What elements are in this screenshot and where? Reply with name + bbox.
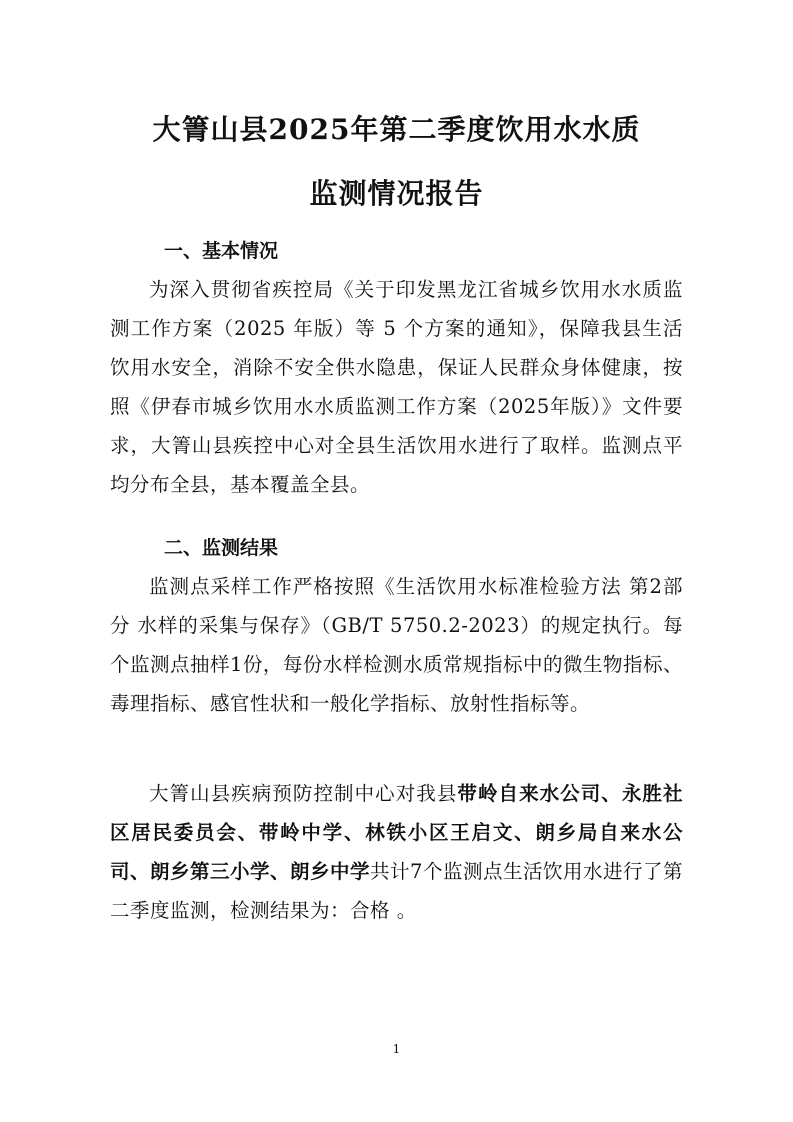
report-title-line-2: 监测情况报告 <box>309 177 484 210</box>
page-number: 1 <box>392 1042 401 1056</box>
section-heading-basic-info: 一、基本情况 <box>164 240 279 262</box>
section-heading-monitoring-results: 二、监测结果 <box>164 537 279 559</box>
report-title-line-1: 大箐山县2025年第二季度饮用水水质 <box>152 113 641 146</box>
result-suffix-text: 共计7个监测点生活饮用水进行了第二季度监测，检测结果为：合格 。 <box>110 860 683 922</box>
monitoring-method-paragraph: 监测点采样工作严格按照《生活饮用水标准检验方法 第2部分 水样的采集与保存》（GB/T 5750.2-2023）的规定执行。每个监测点抽样1份，每份水样检测水质常规指标中的微生物指标、毒理指标、感官性状和一般化学指标、放射性指标等。 <box>110 575 683 715</box>
monitoring-sites-list: 带岭自来水公司、永胜社区居民委员会、带岭中学、林铁小区王启文、朗乡局自来水公司、朗乡第三小学、朗乡中学 <box>110 782 683 883</box>
result-prefix-text: 大箐山县疾病预防控制中心对我县 <box>149 782 458 805</box>
basic-info-paragraph: 为深入贯彻省疾控局《关于印发黑龙江省城乡饮用水水质监测工作方案（2025 年版）等 5 个方案的通知》，保障我县生活饮用水安全，消除不安全供水隐患，保证人民群众身体健康，按照《伊春市城乡饮用水水质监测工作方案（2025年版）》文件要求，大箐山县疾控中心对全县生活饮用水进行了取样。监测点平均分布全县，基本覆盖全县。 <box>110 278 683 496</box>
monitoring-result-paragraph <box>110 774 683 930</box>
